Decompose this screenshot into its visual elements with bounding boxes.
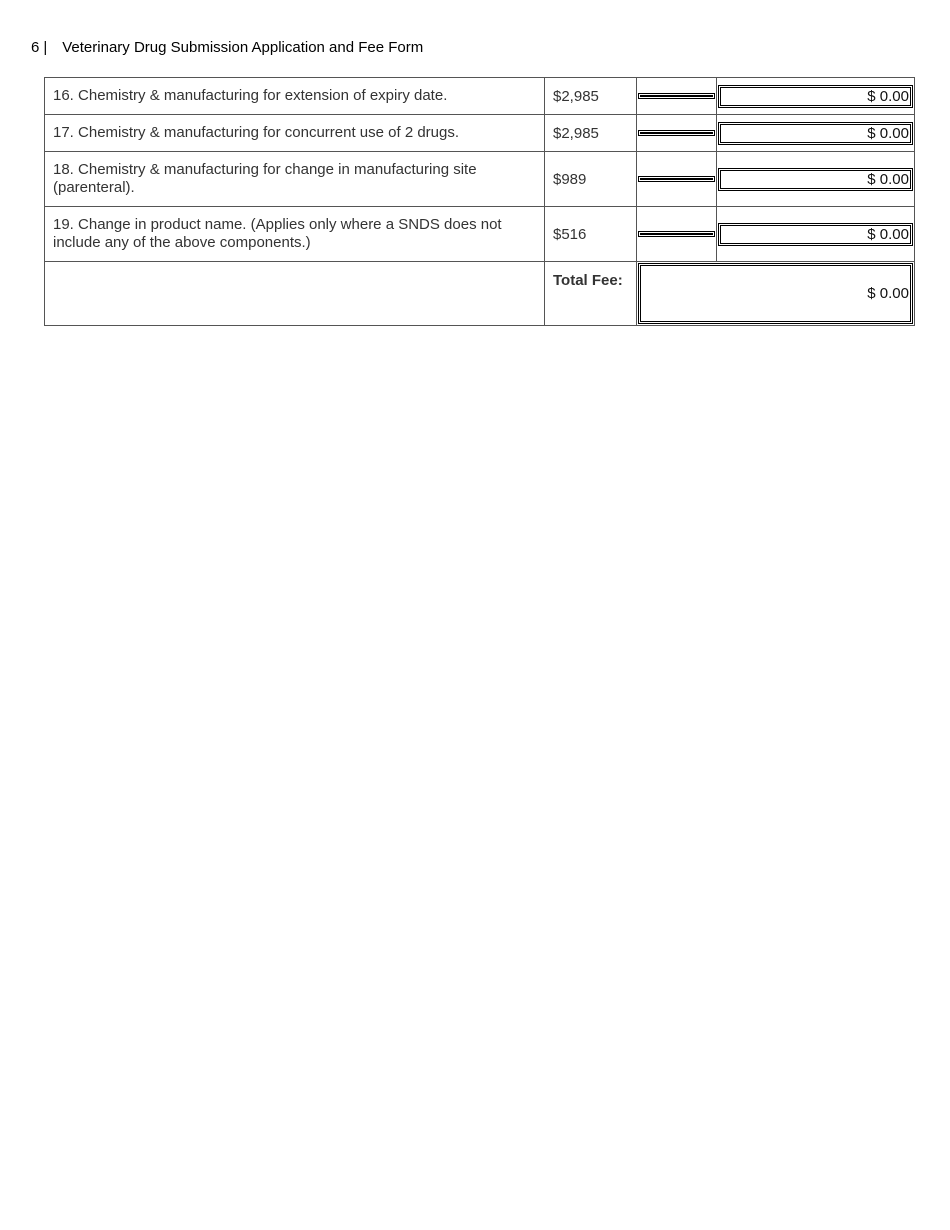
fee-price: $2,985 — [545, 78, 637, 115]
amount-cell — [717, 78, 915, 115]
header-separator: | — [43, 39, 48, 56]
page-number: 6 — [31, 39, 40, 56]
amount-cell — [717, 115, 915, 152]
fee-table — [44, 77, 915, 326]
quantity-input[interactable] — [638, 93, 715, 99]
total-empty-cell — [45, 262, 545, 326]
fee-description: 17. Chemistry & manufacturing for concurrent use of 2 drugs. — [45, 115, 545, 152]
table-row — [45, 78, 915, 115]
amount-field[interactable]: $ 0.00 — [718, 223, 913, 246]
total-row — [45, 262, 915, 326]
fee-price: $2,985 — [545, 115, 637, 152]
document-title: Veterinary Drug Submission Application and Fee Form — [62, 39, 424, 56]
total-fee-field[interactable]: $ 0.00 — [638, 263, 913, 324]
fee-description: 16. Chemistry & manufacturing for extension of expiry date. — [45, 78, 545, 115]
total-amount-cell — [637, 262, 915, 326]
page-header — [31, 39, 423, 56]
amount-field[interactable]: $ 0.00 — [718, 85, 913, 108]
table-row — [45, 115, 915, 152]
fee-price: $989 — [545, 152, 637, 207]
amount-field[interactable]: $ 0.00 — [718, 168, 913, 191]
table-row — [45, 152, 915, 207]
quantity-input[interactable] — [638, 130, 715, 136]
amount-cell — [717, 152, 915, 207]
quantity-cell — [637, 207, 717, 262]
fee-price: $516 — [545, 207, 637, 262]
table-row — [45, 207, 915, 262]
quantity-cell — [637, 152, 717, 207]
fee-description: 18. Chemistry & manufacturing for change in manufacturing site (parenteral). — [45, 152, 545, 207]
amount-field[interactable]: $ 0.00 — [718, 122, 913, 145]
quantity-cell — [637, 115, 717, 152]
quantity-cell — [637, 78, 717, 115]
amount-cell — [717, 207, 915, 262]
quantity-input[interactable] — [638, 231, 715, 237]
quantity-input[interactable] — [638, 176, 715, 182]
total-fee-label: Total Fee: — [545, 262, 637, 326]
fee-description: 19. Change in product name. (Applies only where a SNDS does not include any of the above components.) — [45, 207, 545, 262]
